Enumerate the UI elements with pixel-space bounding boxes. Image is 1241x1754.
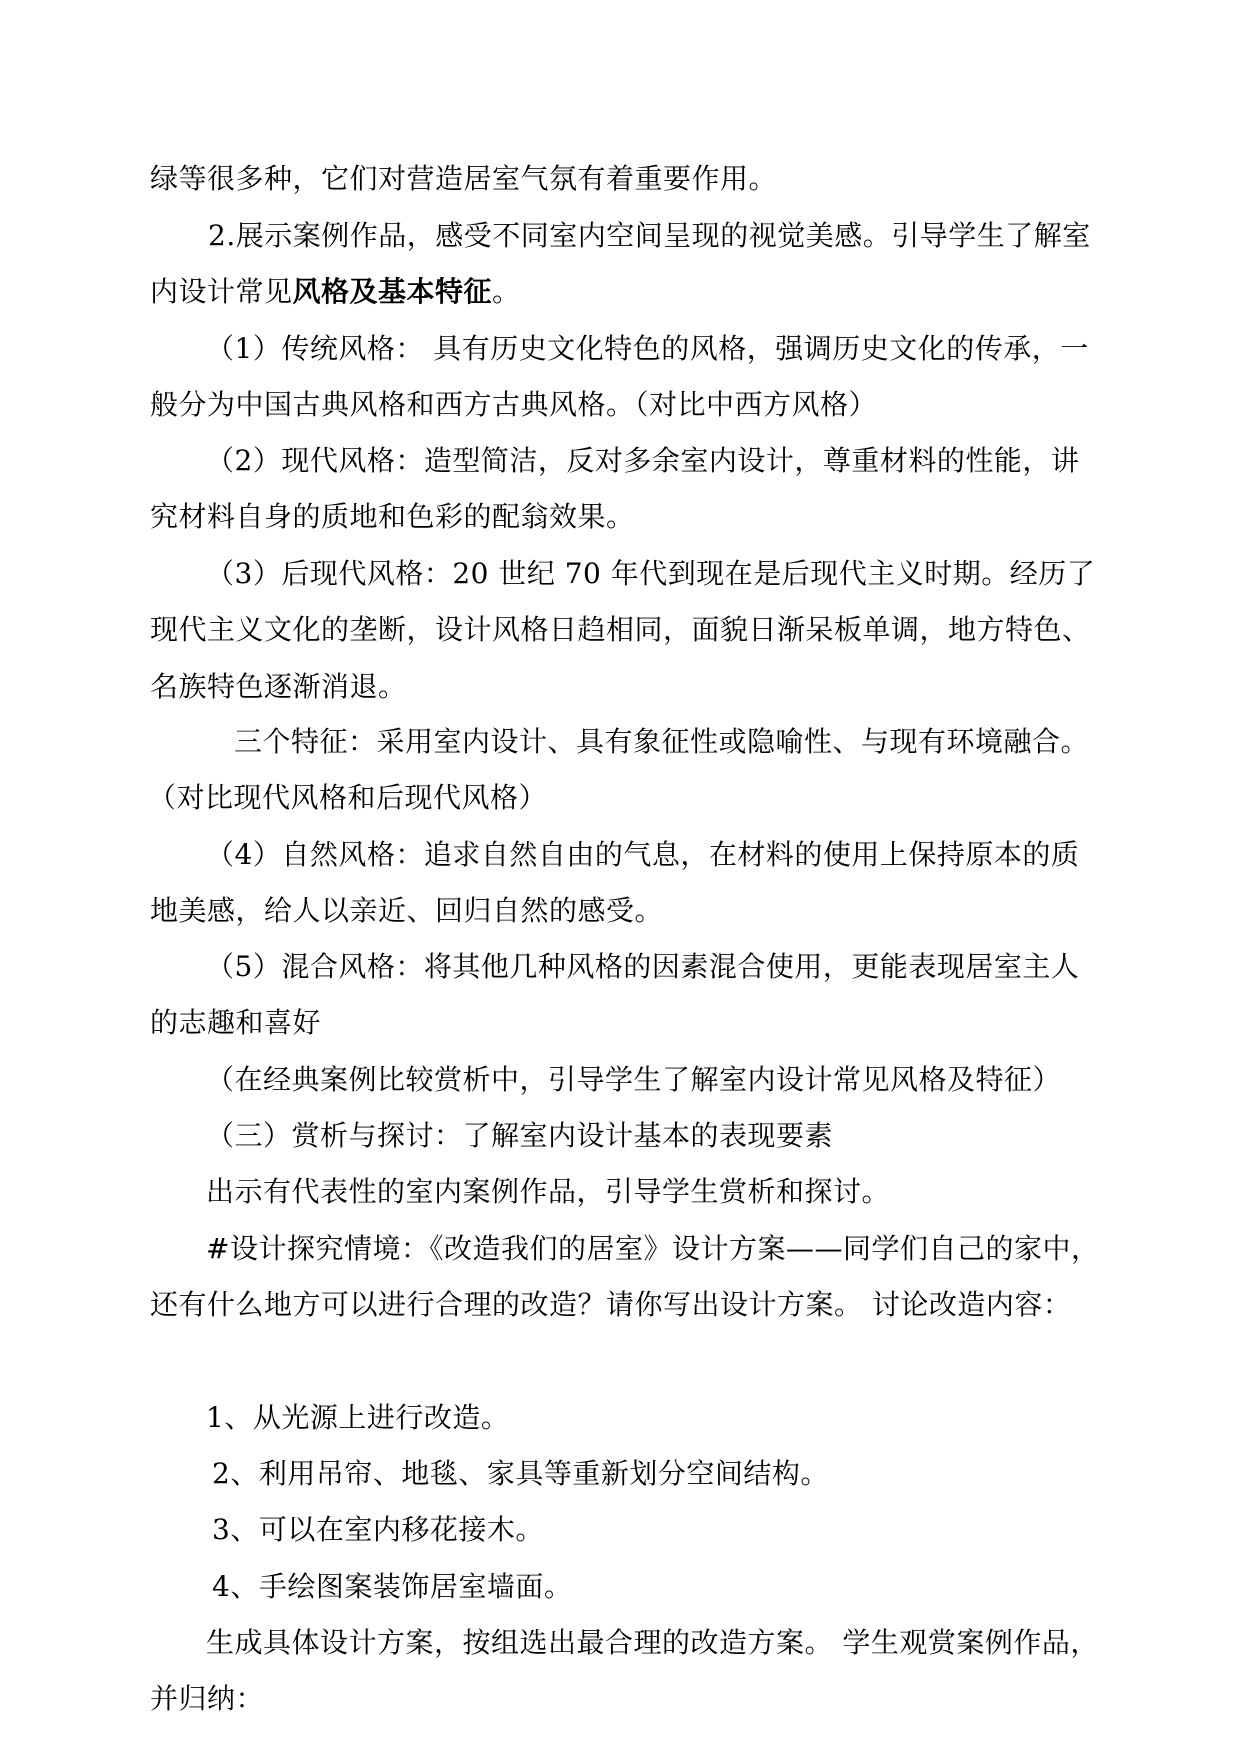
paragraph-line: （三）赏析与探讨：了解室内设计基本的表现要素 (206, 1119, 834, 1152)
list-item: 3、可以在室内移花接木。 (212, 1513, 544, 1546)
list-item: 4、手绘图案装饰居室墙面。 (212, 1570, 573, 1603)
list-item: 1、从光源上进行改造。 (206, 1401, 510, 1434)
paragraph-line (150, 272, 1100, 312)
bold-text-run: 风格及基本特征 (292, 275, 493, 308)
paragraph-line: 地美感，给人以亲近、回归自然的感受。 (150, 894, 664, 927)
paragraph-line: （在经典案例比较赏析中，引导学生了解室内设计常见风格及特征） (206, 1063, 1062, 1096)
paragraph-line: 绿等很多种，它们对营造居室气氛有着重要作用。 (150, 162, 778, 195)
paragraph-line: （3）后现代风格：20 世纪 70 年代到现在是后现代主义时期。经历了 (206, 557, 1096, 590)
paragraph-line: （1）传统风格： 具有历史文化特色的风格，强调历史文化的传承，一 (206, 332, 1089, 365)
paragraph-line: （对比现代风格和后现代风格） (148, 781, 548, 814)
paragraph-line: 究材料自身的质地和色彩的配翁效果。 (150, 500, 635, 533)
list-item: 2、利用吊帘、地毯、家具等重新划分空间结构。 (212, 1457, 829, 1490)
paragraph-line: 名族特色逐渐消退。 (150, 670, 407, 703)
paragraph-line: 出示有代表性的室内案例作品，引导学生赏析和探讨。 (206, 1175, 891, 1208)
paragraph-line: （4）自然风格：追求自然自由的气息，在材料的使用上保持原本的质 (206, 838, 1080, 871)
paragraph-line: 般分为中国古典风格和西方古典风格。（对比中西方风格） (150, 388, 878, 421)
paragraph-line: 生成具体设计方案，按组选出最合理的改造方案。 学生观赏案例作品， (206, 1626, 1099, 1659)
paragraph-line: 并归纳： (150, 1682, 265, 1715)
paragraph-line: 现代主义文化的垄断，设计风格日趋相同，面貌日渐呆板单调，地方特色、 (150, 613, 1091, 646)
paragraph-line: 2.展示案例作品，感受不同室内空间呈现的视觉美感。引导学生了解室 (208, 219, 1091, 252)
paragraph-line: 的志趣和喜好 (150, 1006, 322, 1039)
paragraph-line: #设计探究情境：《改造我们的居室》设计方案——同学们自己的家中， (206, 1232, 1100, 1265)
paragraph-line: 三个特征：采用室内设计、具有象征性或隐喻性、与现有环境融合。 (234, 725, 1090, 758)
paragraph-line: 还有什么地方可以进行合理的改造？请你写出设计方案。 讨论改造内容： (150, 1288, 1072, 1321)
text-run: 。 (492, 275, 521, 308)
paragraph-line: （2）现代风格：造型简洁，反对多余室内设计，尊重材料的性能，讲 (206, 444, 1080, 477)
paragraph-line: （5）混合风格：将其他几种风格的因素混合使用，更能表现居室主人 (206, 950, 1080, 983)
text-run: 内设计常见 (150, 275, 293, 308)
